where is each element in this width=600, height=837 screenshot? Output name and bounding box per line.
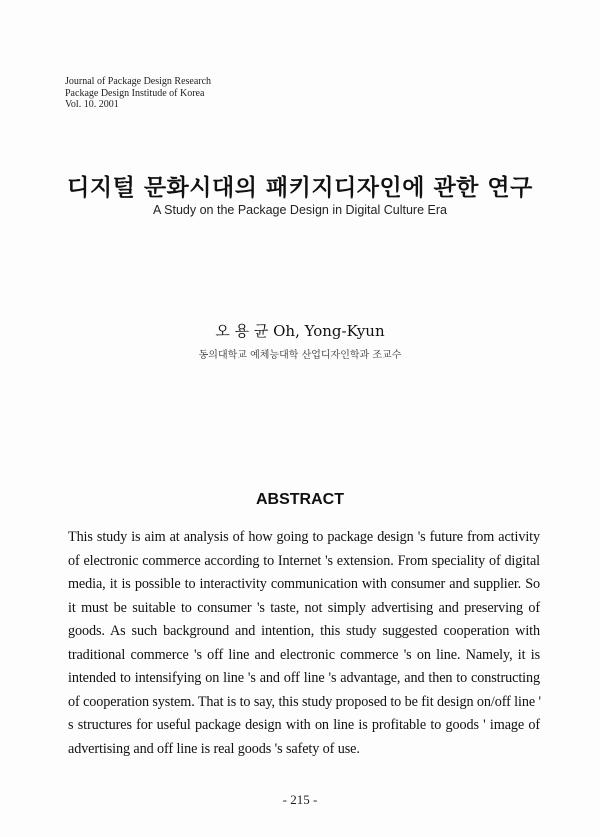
abstract-heading: ABSTRACT: [256, 491, 344, 508]
journal-publisher: Package Design Institude of Korea: [65, 87, 205, 99]
page-number: - 215 -: [282, 792, 318, 807]
abstract-line: This study is aim at analysis of how going to package design 's future from activity: [68, 529, 540, 545]
abstract-line: advertising and off line is real goods 's safety of use.: [68, 740, 360, 757]
author-name: 오 용 균 Oh, Yong-Kyun: [215, 322, 385, 340]
abstract-line: media, it is possible to interactivity communication with consumer and supplier. So: [68, 576, 540, 592]
english-title: A Study on the Package Design in Digital Culture Era: [153, 203, 447, 217]
abstract-line: goods. As such background and intention, this study suggested cooperation with: [68, 623, 540, 639]
abstract-line: it must be suitable to consumer 's taste, not simply advertising and preserving of: [68, 599, 540, 616]
abstract-body: [68, 526, 540, 761]
journal-volume: Vol. 10. 2001: [65, 99, 119, 110]
abstract-line: of electronic commerce according to Internet 's extension. From speciality of digital: [68, 552, 540, 569]
author-affiliation: 동의대학교 예체능대학 산업디자인학과 조교수: [198, 350, 402, 361]
journal-name: Journal of Package Design Research: [65, 76, 212, 87]
abstract-line: s structures for useful package design with on line is profitable to goods ' image of: [68, 717, 540, 733]
journal-info: [65, 76, 211, 111]
abstract-line: of cooperation system. That is to say, this study proposed to be fit design on/off line ': [68, 693, 541, 710]
abstract-line: intended to intensifying on line 's and off line 's advantage, and then to constructing: [68, 670, 540, 686]
abstract-line: traditional commerce 's off line and electronic commerce 's on line. Namely, it is: [68, 646, 540, 663]
korean-title: 디지털 문화시대의 패키지디자인에 관한 연구: [67, 174, 533, 201]
